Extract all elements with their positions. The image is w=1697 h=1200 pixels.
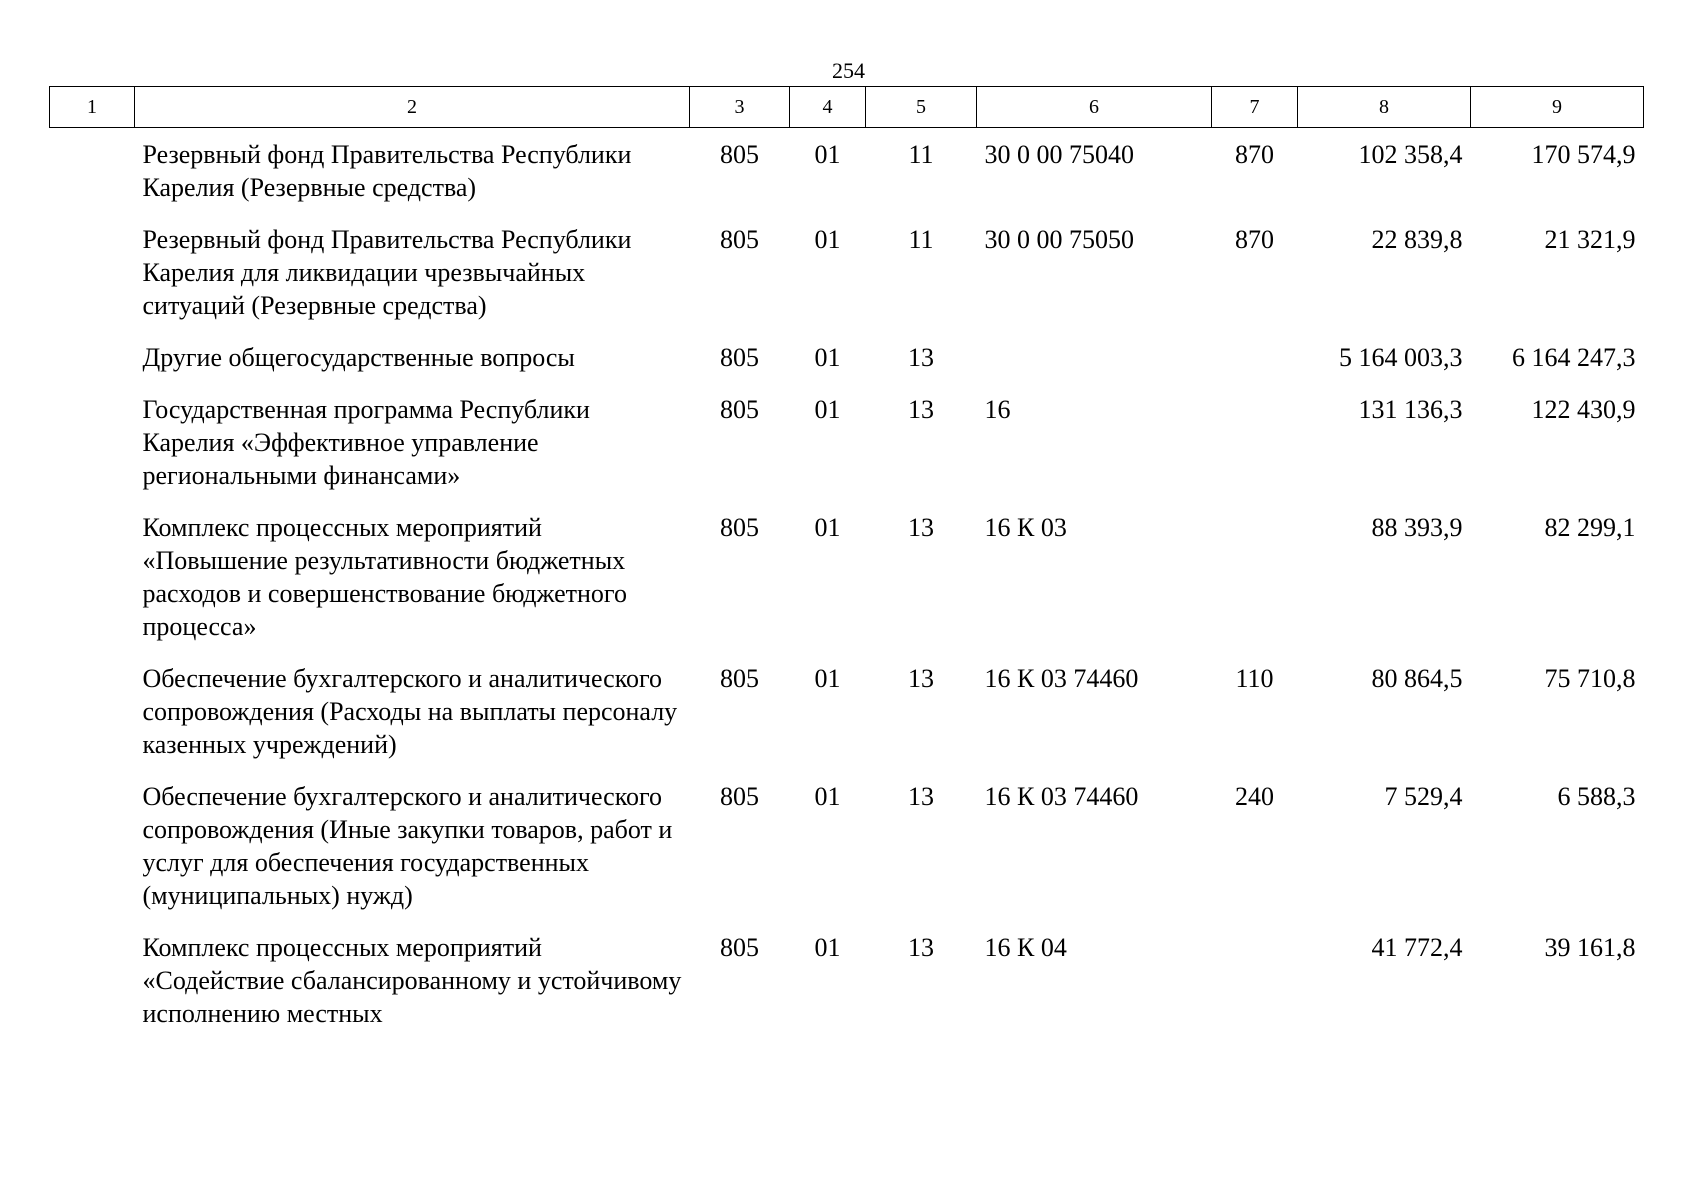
subsection-code: 13 [908, 664, 934, 693]
header-col-5: 5 [866, 87, 977, 128]
row-number-cell [50, 921, 135, 1039]
row-number-cell [50, 128, 135, 214]
ministry-code: 805 [720, 933, 759, 962]
item-name: Резервный фонд Правительства Республики Карелия (Резервные средства) [142, 140, 632, 202]
header-row [50, 87, 1644, 128]
item-name: Резервный фонд Правительства Республики Карелия для ликвидации чрезвычайных ситуаций (Резервные средства) [142, 225, 632, 320]
row-number-cell [50, 383, 135, 501]
target-article-code: 30 0 00 75040 [984, 140, 1134, 169]
table-row [50, 383, 1644, 501]
section-code: 01 [814, 513, 841, 542]
row-number-cell [50, 213, 135, 331]
amount-col-9: 82 299,1 [1544, 513, 1636, 542]
target-article-code: 16 К 03 [984, 513, 1067, 542]
section-code: 01 [814, 140, 841, 169]
ministry-code: 805 [720, 513, 759, 542]
subsection-code: 11 [908, 140, 934, 169]
amount-col-8: 88 393,9 [1371, 513, 1463, 542]
amount-col-9: 75 710,8 [1544, 664, 1636, 693]
expense-type-code: 870 [1235, 225, 1274, 254]
amount-col-8: 80 864,5 [1371, 664, 1463, 693]
expense-type-code [1212, 921, 1298, 1039]
table-row [50, 501, 1644, 652]
expense-type-code: 870 [1235, 140, 1274, 169]
item-name: Комплекс процессных мероприятий «Повышение результативности бюджетных расходов и совершенствование бюджетного процесса» [142, 513, 627, 641]
table-row [50, 213, 1644, 331]
header-col-9: 9 [1471, 87, 1644, 128]
target-article-code: 16 К 03 74460 [984, 664, 1139, 693]
amount-col-8: 5 164 003,3 [1339, 343, 1463, 372]
budget-table [49, 86, 1644, 1039]
section-code: 01 [814, 395, 841, 424]
section-code: 01 [814, 933, 841, 962]
page-number: 254 [832, 58, 865, 83]
target-article-code [977, 331, 1212, 383]
table-row [50, 331, 1644, 383]
table-row [50, 652, 1644, 770]
amount-col-9: 122 430,9 [1531, 395, 1636, 424]
expense-type-code: 240 [1235, 782, 1274, 811]
header-col-1: 1 [50, 87, 135, 128]
subsection-code: 13 [908, 513, 934, 542]
expense-type-code: 110 [1235, 664, 1274, 693]
expense-type-code [1212, 501, 1298, 652]
item-name: Государственная программа Республики Карелия «Эффективное управление региональными финансами» [142, 395, 590, 490]
target-article-code: 16 К 03 74460 [984, 782, 1139, 811]
ministry-code: 805 [720, 395, 759, 424]
amount-col-8: 22 839,8 [1371, 225, 1463, 254]
ministry-code: 805 [720, 664, 759, 693]
header-col-3: 3 [690, 87, 790, 128]
section-code: 01 [814, 343, 841, 372]
amount-col-8: 102 358,4 [1358, 140, 1463, 169]
expense-type-code [1212, 383, 1298, 501]
amount-col-8: 7 529,4 [1384, 782, 1463, 811]
amount-col-8: 41 772,4 [1371, 933, 1463, 962]
amount-col-9: 6 164 247,3 [1512, 343, 1636, 372]
table-row [50, 921, 1644, 1039]
table-row [50, 128, 1644, 214]
section-code: 01 [814, 225, 841, 254]
section-code: 01 [814, 782, 841, 811]
header-col-6: 6 [977, 87, 1212, 128]
amount-col-9: 39 161,8 [1544, 933, 1636, 962]
subsection-code: 13 [908, 933, 934, 962]
row-number-cell [50, 501, 135, 652]
header-col-7: 7 [1212, 87, 1298, 128]
subsection-code: 11 [908, 225, 934, 254]
ministry-code: 805 [720, 782, 759, 811]
expense-type-code [1212, 331, 1298, 383]
header-col-2: 2 [135, 87, 690, 128]
target-article-code: 16 К 04 [984, 933, 1067, 962]
target-article-code: 30 0 00 75050 [984, 225, 1134, 254]
ministry-code: 805 [720, 140, 759, 169]
section-code: 01 [814, 664, 841, 693]
subsection-code: 13 [908, 782, 934, 811]
item-name: Комплекс процессных мероприятий «Содействие сбалансированному и устойчивому исполнению местных [142, 933, 682, 1028]
header-col-4: 4 [790, 87, 866, 128]
ministry-code: 805 [720, 343, 759, 372]
item-name: Обеспечение бухгалтерского и аналитического сопровождения (Расходы на выплаты персоналу казенных учреждений) [142, 664, 678, 759]
header-col-8: 8 [1298, 87, 1471, 128]
row-number-cell [50, 770, 135, 921]
target-article-code: 16 [984, 395, 1011, 424]
ministry-code: 805 [720, 225, 759, 254]
item-name: Обеспечение бухгалтерского и аналитического сопровождения (Иные закупки товаров, работ и услуг для обеспечения государственных (муниципальных) нужд) [142, 782, 673, 910]
item-name: Другие общегосударственные вопросы [142, 343, 575, 372]
row-number-cell [50, 652, 135, 770]
subsection-code: 13 [908, 343, 934, 372]
subsection-code: 13 [908, 395, 934, 424]
amount-col-9: 21 321,9 [1544, 225, 1636, 254]
amount-col-8: 131 136,3 [1358, 395, 1463, 424]
amount-col-9: 6 588,3 [1557, 782, 1636, 811]
table-row [50, 770, 1644, 921]
amount-col-9: 170 574,9 [1531, 140, 1636, 169]
row-number-cell [50, 331, 135, 383]
